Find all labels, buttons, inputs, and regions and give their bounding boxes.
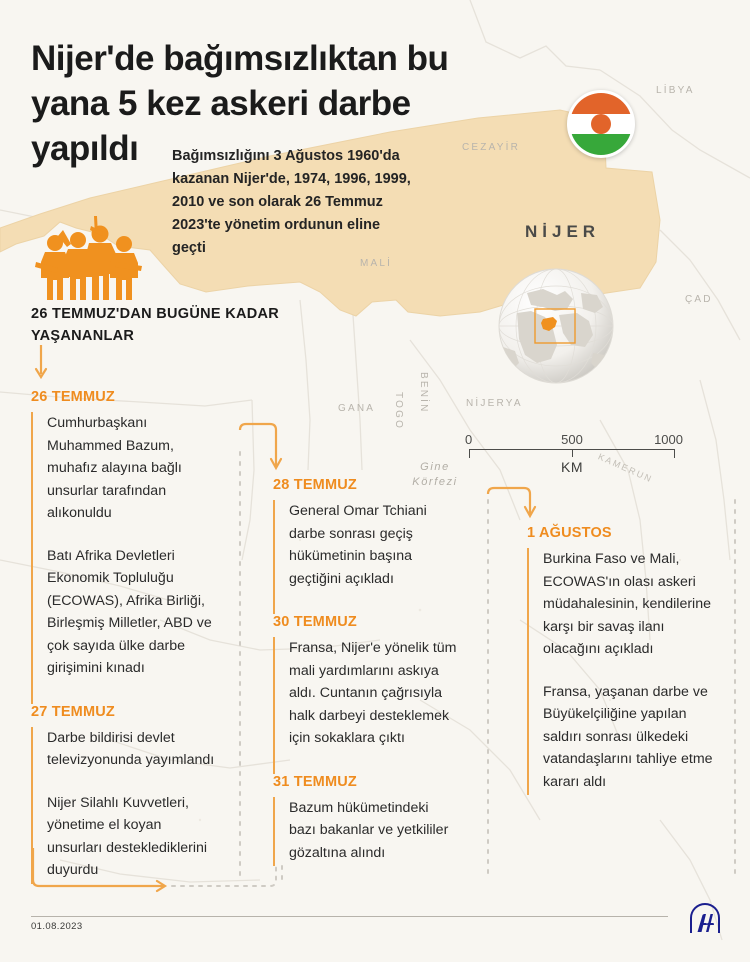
timeline-entry [273,477,459,592]
map-label-libya: LİBYA [656,85,695,96]
entry-paragraph: Fransa, yaşanan darbe ve Büyükelçiliğine yapılan saldırı sonrası ülkedeki vatandaşlarını tahliye etme kararı aldı [543,683,713,790]
map-label-nijerya: NİJERYA [466,398,523,409]
entry-body [31,727,217,884]
gulf-line-2: Körfezi [412,476,458,488]
timeline-column-1 [31,389,217,884]
entry-body [31,412,217,682]
entry-date: 28 TEMMUZ [273,477,357,493]
entry-spacer [273,752,459,774]
gulf-line-1: Gine [420,461,450,473]
timeline-entry [273,774,459,867]
map-label-togo: TOGO [393,392,404,431]
entry-spacer [31,682,217,704]
footer-divider [31,916,668,917]
entry-paragraph: Bazum hükümetindeki bazı bakanlar ve yetkililer gözaltına alındı [289,799,449,861]
entry-body [273,500,459,592]
map-label-nijer: NİJER [525,222,601,241]
scale-max: 1000 [654,432,683,447]
entry-body [273,637,459,752]
scale-min: 0 [465,432,473,447]
entry-paragraph: Burkina Faso ve Mali, ECOWAS'ın olası askeri müdahalesinin, kendilerine karşı bir savaş ilanı olacağını açıkladı [543,551,711,657]
entry-body [527,548,713,795]
map-label-mali: MALİ [360,258,393,269]
scale-unit: KM [561,459,583,475]
entry-paragraph: Batı Afrika Devletleri Ekonomik Topluluğu (ECOWAS), Afrika Birliği, Birleşmiş Milletler, ABD ve çok sayıda ülke darbe girişimini kınadı [47,547,212,676]
entry-date: 26 TEMMUZ [31,389,115,405]
timeline-column-2 [273,477,459,866]
entry-date: 1 AĞUSTOS [527,525,612,541]
timeline-entry [527,525,713,795]
entry-body [273,797,459,867]
entry-date: 31 TEMMUZ [273,773,357,790]
entry-spacer [273,592,459,614]
footer-date: 01.08.2023 [31,921,83,932]
map-label-gana: GANA [338,403,376,414]
map-label-cezayir: CEZAYİR [462,142,520,153]
timeline-entry [273,614,459,752]
entry-paragraph: Fransa, Nijer'e yönelik tüm mali yardımlarını askıya aldı. Cuntanın çağrısıyla halk darbeyi desteklemek için sokaklara çıktı [289,640,457,746]
entry-paragraph: Darbe bildirisi devlet televizyonunda yayımlandı [47,729,215,768]
entry-date: 30 TEMMUZ [273,614,357,630]
timeline-entry [31,389,217,682]
timeline-entry [31,704,217,884]
entry-paragraph: Cumhurbaşkanı Muhammed Bazum, muhafız alayına bağlı unsurlar tarafından alıkonuldu [47,415,182,521]
timeline-column-3 [527,525,713,795]
map-label-kamerun: KAMERUN [596,451,655,485]
aa-logo [687,901,723,937]
page-title: Nijer'de bağımsızlıktan bu yana 5 kez askeri darbe yapıldı [31,39,449,168]
scale-mid: 500 [561,432,583,447]
map-label-cad: ÇAD [685,294,713,305]
entry-date: 27 TEMMUZ [31,703,115,720]
entry-paragraph: Nijer Silahlı Kuvvetleri, yönetime el koyan unsurları desteklediklerini duyurdu [47,794,208,878]
map-label-benin: BENİN [418,372,429,414]
page-subtitle: Bağımsızlığını 3 Ağustos 1960'da kazanan Nijer'de, 1974, 1996, 1999, 2010 ve son olarak 26 Temmuz 2023'te yönetim ordunun eline geçti [172,148,411,256]
entry-paragraph: General Omar Tchiani darbe sonrası geçiş hükümetinin başına geçtiğini açıkladı [289,503,427,587]
section-heading: 26 TEMMUZ'DAN BUGÜNE KADAR YAŞANANLAR [31,306,280,344]
